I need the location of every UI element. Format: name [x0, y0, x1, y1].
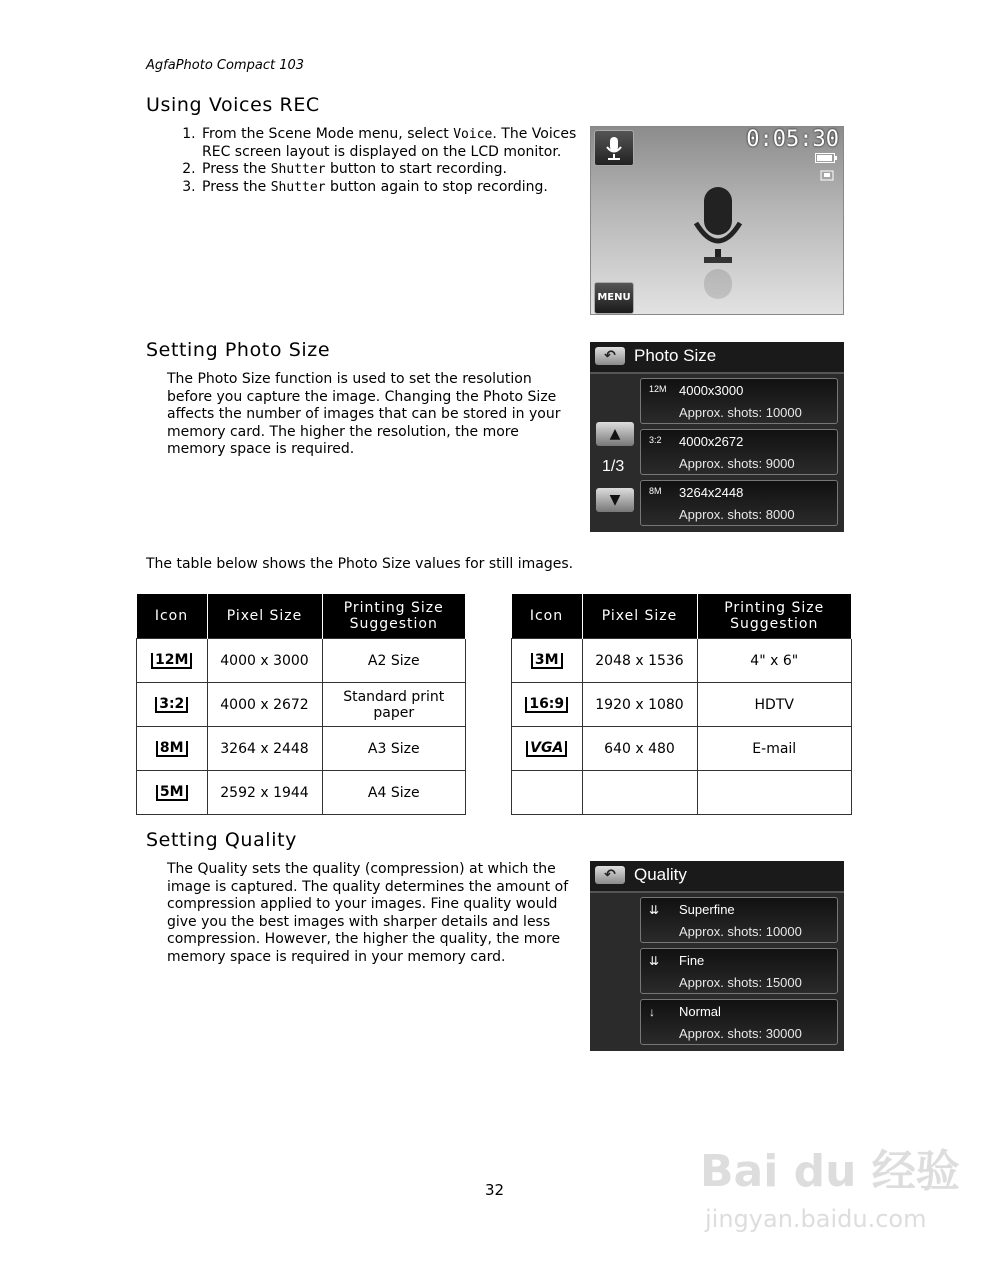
page-indicator: 1/3 — [602, 458, 625, 475]
panel-title: Quality — [634, 865, 687, 884]
page-up-button[interactable]: ▲ — [596, 422, 634, 446]
empty-cell — [512, 771, 583, 815]
size-3-2-icon: 3:2 — [155, 697, 188, 713]
print-size-cell: 4" x 6" — [697, 639, 852, 683]
large-microphone-icon — [686, 183, 750, 303]
size-16-9-icon: 16:9 — [525, 697, 568, 713]
photo-size-panel — [590, 342, 844, 532]
size-3m-icon: 3M — [531, 653, 563, 669]
option-normal[interactable] — [640, 999, 838, 1045]
empty-cell — [697, 771, 852, 815]
option-3-2[interactable] — [640, 429, 838, 475]
pixel-size-cell: 2048 x 1536 — [582, 639, 697, 683]
option-8m[interactable] — [640, 480, 838, 526]
step-1: 1. From the Scene Mode menu, select Voice. The Voices REC screen layout is displayed on the LCD monitor. — [200, 126, 586, 161]
col-printing-size: Printing Size Suggestion — [322, 594, 466, 639]
print-size-cell: HDTV — [697, 683, 852, 727]
storage-icon — [819, 169, 835, 181]
col-pixel-size: Pixel Size — [207, 594, 322, 639]
voice-steps — [146, 126, 586, 196]
print-size-cell: A4 Size — [322, 771, 466, 815]
option-shots: Approx. shots: 9000 — [679, 456, 795, 471]
option-shots: Approx. shots: 30000 — [679, 1026, 802, 1041]
photo-size-table-left — [136, 594, 466, 815]
pixel-size-cell: 1920 x 1080 — [582, 683, 697, 727]
superfine-icon: ⇊ — [649, 903, 660, 917]
print-size-cell: E-mail — [697, 727, 852, 771]
option-size: 4000x3000 — [679, 383, 744, 398]
option-fine[interactable] — [640, 948, 838, 994]
size-8m-icon: 8M — [649, 486, 662, 496]
step-3: 3. Press the Shutter button again to stop recording. — [200, 179, 586, 197]
page-number: 32 — [485, 1181, 505, 1199]
table-row — [137, 771, 466, 815]
running-header: AgfaPhoto Compact 103 — [146, 58, 305, 73]
option-shots: Approx. shots: 15000 — [679, 975, 802, 990]
photo-size-text: The Photo Size function is used to set the resolution before you capture the image. Changing the Photo Size affects the number of images that can be stored in your memory card. The higher the resolution, the more memory space is required. — [167, 371, 561, 457]
option-size: 3264x2448 — [679, 485, 744, 500]
col-printing-size: Printing Size Suggestion — [697, 594, 852, 639]
print-size-cell: A3 Size — [322, 727, 466, 771]
panel-titlebar — [590, 342, 844, 374]
table-row — [512, 727, 852, 771]
pixel-size-cell: 4000 x 2672 — [207, 683, 322, 727]
empty-cell — [582, 771, 697, 815]
photo-size-table-right — [511, 594, 852, 815]
fine-icon: ⇊ — [649, 954, 660, 968]
print-size-cell: A2 Size — [322, 639, 466, 683]
back-button[interactable]: ↶ — [595, 347, 625, 365]
menu-button[interactable]: MENU — [594, 282, 634, 314]
watermark-logo: Bai du 经验 — [700, 1146, 960, 1197]
pixel-size-cell: 640 x 480 — [582, 727, 697, 771]
table-row — [512, 683, 852, 727]
col-pixel-size: Pixel Size — [582, 594, 697, 639]
option-superfine[interactable] — [640, 897, 838, 943]
watermark-url: jingyan.baidu.com — [705, 1205, 927, 1233]
option-name: Superfine — [679, 902, 735, 917]
quality-panel — [590, 861, 844, 1051]
back-button[interactable]: ↶ — [595, 866, 625, 884]
recording-timer: 0:05:30 — [746, 127, 839, 152]
size-8m-icon: 8M — [156, 741, 188, 757]
option-size: 4000x2672 — [679, 434, 744, 449]
size-12m-icon: 12M — [151, 653, 192, 669]
table-row — [512, 639, 852, 683]
pixel-size-cell: 4000 x 3000 — [207, 639, 322, 683]
table-row — [137, 683, 466, 727]
mic-button[interactable] — [594, 130, 634, 166]
size-12m-icon: 12M — [649, 384, 667, 394]
col-icon: Icon — [512, 594, 583, 639]
option-shots: Approx. shots: 10000 — [679, 405, 802, 420]
option-shots: Approx. shots: 8000 — [679, 507, 795, 522]
step-2: 2. Press the Shutter button to start recording. — [200, 161, 586, 179]
table-row — [137, 639, 466, 683]
print-size-cell: Standard print paper — [322, 683, 466, 727]
option-name: Normal — [679, 1004, 721, 1019]
option-name: Fine — [679, 953, 705, 968]
table-row — [512, 771, 852, 815]
table-row — [137, 727, 466, 771]
option-shots: Approx. shots: 10000 — [679, 924, 802, 939]
size-5m-icon: 5M — [156, 785, 188, 801]
microphone-icon — [595, 131, 633, 165]
panel-title: Photo Size — [634, 346, 717, 365]
pixel-size-cell: 3264 x 2448 — [207, 727, 322, 771]
table-intro: The table below shows the Photo Size values for still images. — [146, 556, 574, 572]
pixel-size-cell: 2592 x 1944 — [207, 771, 322, 815]
option-12m[interactable] — [640, 378, 838, 424]
panel-titlebar — [590, 861, 844, 893]
normal-icon: ↓ — [649, 1005, 655, 1019]
quality-text: The Quality sets the quality (compression) at which the image is captured. The quality determines the amount of compression applied to your images. Fine quality would give you the best images with sharper details and less compression. However, the higher the quality, the more memory space is required in your memory card. — [167, 861, 569, 965]
size-vga-icon: VGA — [526, 741, 567, 757]
voice-heading: Using Voices REC — [146, 94, 320, 116]
size-3-2-icon: 3:2 — [649, 435, 662, 445]
page-down-button[interactable]: ▼ — [596, 488, 634, 512]
quality-heading: Setting Quality — [146, 829, 297, 851]
photo-size-heading: Setting Photo Size — [146, 339, 331, 361]
col-icon: Icon — [137, 594, 208, 639]
battery-icon — [815, 153, 837, 163]
voice-rec-screen — [590, 126, 844, 315]
